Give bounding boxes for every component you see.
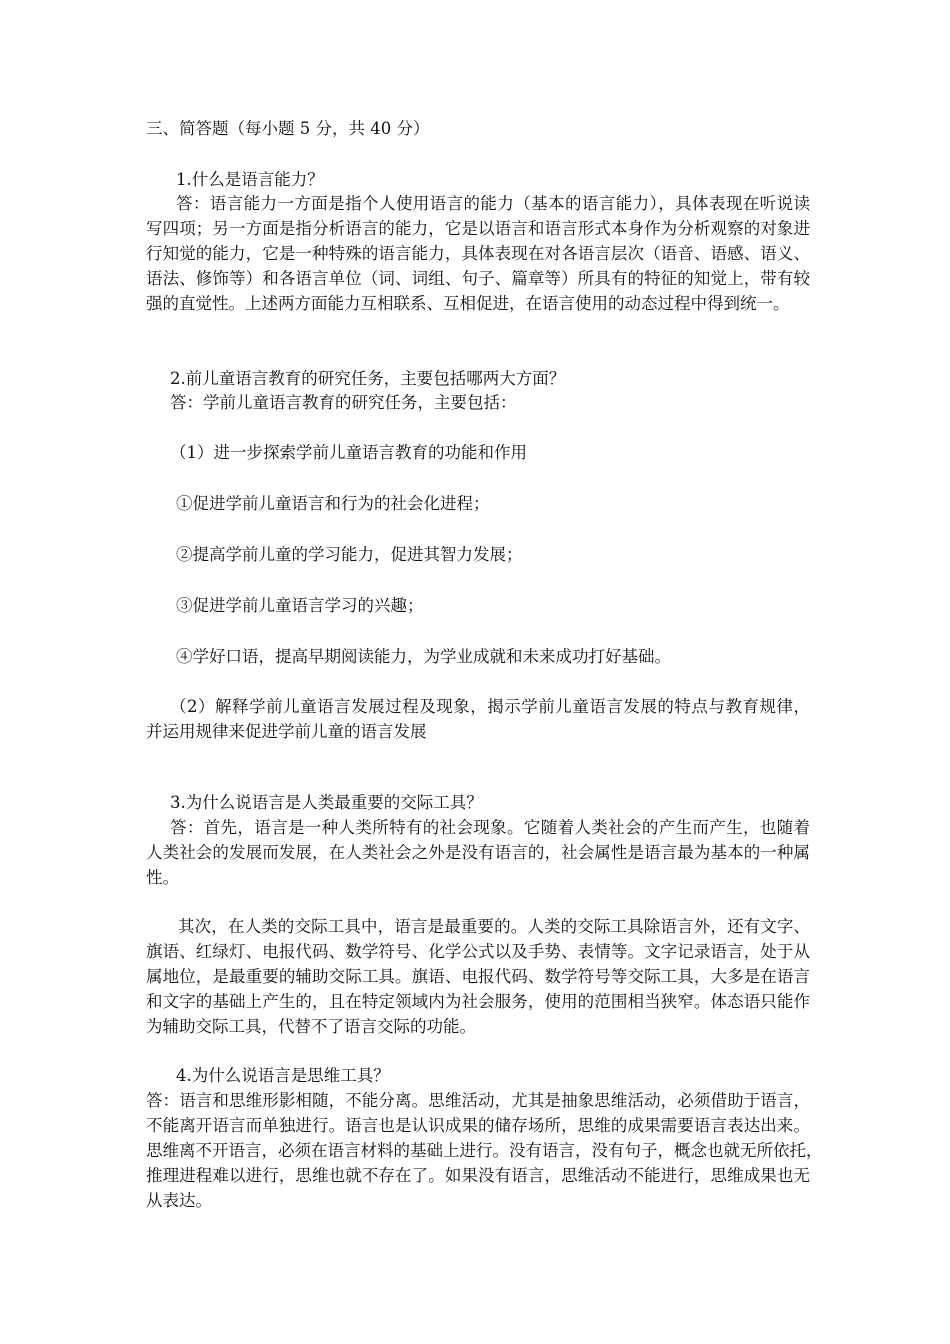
- question-3-paragraph-2-line: 为辅助交际工具，代替不了语言交际的功能。: [146, 1017, 476, 1036]
- question-3-paragraph-2-line: 其次，在人类的交际工具中，语言是最重要的。人类的交际工具除语言外，还有文字、: [178, 917, 810, 936]
- question-2-subpoint: ③促进学前儿童语言学习的兴趣；: [176, 596, 424, 615]
- question-4-answer-line: 从表达。: [146, 1191, 212, 1210]
- question-2-subpoint: ①促进学前儿童语言和行为的社会化进程；: [176, 494, 490, 513]
- question-2-title: 2.前儿童语言教育的研究任务，主要包括哪两大方面？: [170, 369, 566, 388]
- question-4-title: 4.为什么说语言是思维工具？: [176, 1066, 390, 1085]
- question-1-title: 1.什么是语言能力？: [176, 170, 324, 189]
- question-2-subpoint: ②提高学前儿童的学习能力，促进其智力发展；: [176, 545, 523, 564]
- question-3-paragraph-2-line: 和文字的基础上产生的，且在特定领域内为社会服务，使用的范围相当狭窄。体态语只能作: [146, 992, 810, 1011]
- question-1-answer-line: 强的直觉性。上述两方面能力互相联系、互相促进，在语言使用的动态过程中得到统一。: [146, 294, 790, 313]
- question-3-paragraph-1-line: 人类社会的发展而发展，在人类社会之外是没有语言的，社会属性是语言最为基本的一种属: [146, 843, 810, 862]
- question-3-paragraph-1-line: 性。: [146, 868, 179, 887]
- question-4-answer-line: 推理进程难以进行，思维也就不存在了。如果没有语言，思维活动不能进行，思维成果也无: [146, 1166, 810, 1185]
- question-1-answer-line: 答：语言能力一方面是指个人使用语言的能力（基本的语言能力），具体表现在听说读: [176, 194, 810, 213]
- question-4-answer-line: 不能离开语言而单独进行。语言也是认识成果的储存场所，思维的成果需要语言表达出来。: [146, 1116, 810, 1135]
- question-1-answer-line: 语法、修饰等）和各语言单位（词、词组、句子、篇章等）所具有的特征的知觉上，带有较: [146, 269, 810, 288]
- question-3-title: 3.为什么说语言是人类最重要的交际工具？: [170, 793, 483, 812]
- section-title: 三、简答题（每小题 5 分，共 40 分）: [146, 119, 430, 138]
- question-3-paragraph-2-line: 旗语、红绿灯、电报代码、数学符号、化学公式以及手势、表情等。文字记录语言，处于从: [146, 942, 810, 961]
- question-2-point-2-line: 并运用规律来促进学前儿童的语言发展: [146, 722, 427, 741]
- question-3-paragraph-1-line: 答：首先，语言是一种人类所特有的社会现象。它随着人类社会的产生而产生，也随着: [170, 818, 810, 837]
- question-3-paragraph-2-line: 属地位，是最重要的辅助交际工具。旗语、电报代码、数学符号等交际工具，大多是在语言: [146, 967, 810, 986]
- question-2-subpoint: ④学好口语，提高早期阅读能力，为学业成就和未来成功打好基础。: [176, 647, 671, 666]
- question-4-answer-line: 思维离不开语言，必须在语言材料的基础上进行。没有语言，没有句子，概念也就无所依托，: [146, 1141, 823, 1160]
- question-1-answer-line: 行知觉的能力，它是一种特殊的语言能力，具体表现在对各语言层次（语音、语感、语义、: [146, 244, 810, 263]
- question-2-point-1: （1）进一步探索学前儿童语言教育的功能和作用: [170, 443, 527, 462]
- question-1-answer-line: 写四项；另一方面是指分析语言的能力，它是以语言和语言形式本身作为分析观察的对象进: [146, 219, 810, 238]
- question-2-answer-intro: 答：学前儿童语言教育的研究任务，主要包括：: [170, 393, 517, 412]
- question-4-answer-line: 答：语言和思维形影相随，不能分离。思维活动，尤其是抽象思维活动，必须借助于语言，: [146, 1091, 810, 1110]
- question-2-point-2-line: （2）解释学前儿童语言发展过程及现象，揭示学前儿童语言发展的特点与教育规律，: [170, 697, 810, 716]
